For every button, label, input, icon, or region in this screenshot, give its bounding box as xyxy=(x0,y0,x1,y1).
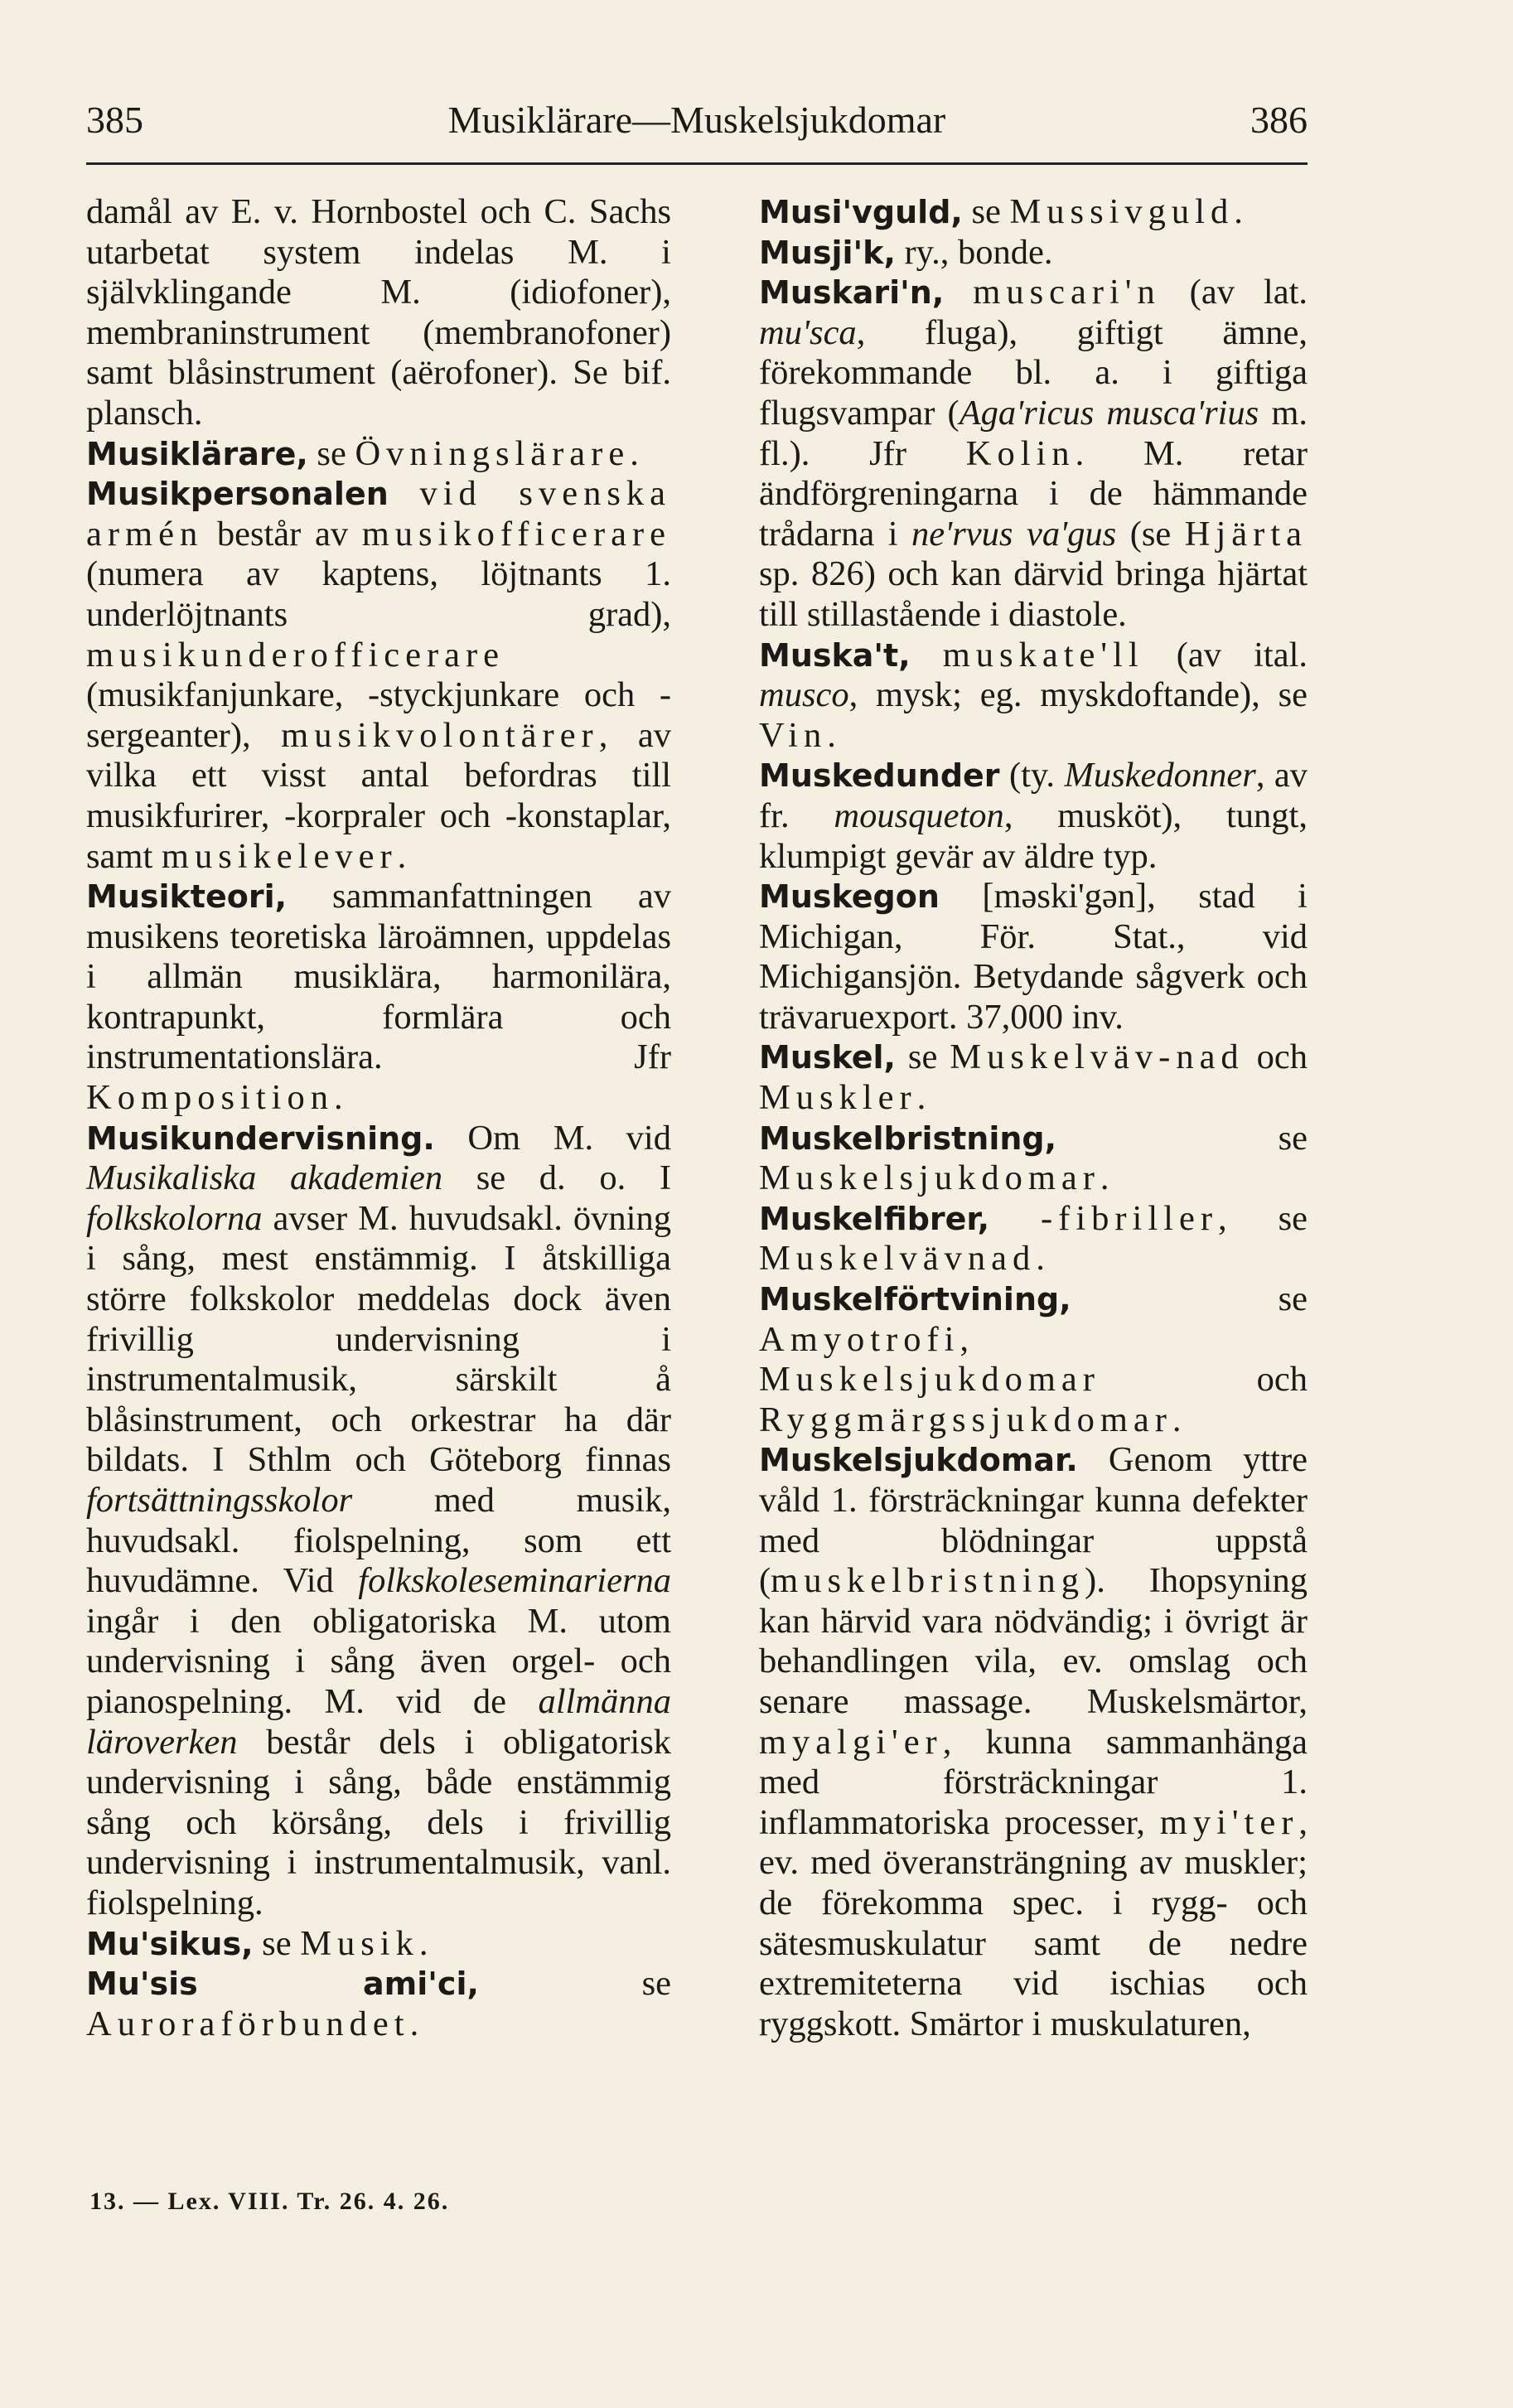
entry-text: musikunderofficerare xyxy=(86,635,505,675)
entry-text: Övningslärare xyxy=(355,433,631,473)
entry-text: Musikaliska akademien xyxy=(86,1158,443,1198)
entry-text: se d. o. I xyxy=(442,1158,671,1198)
entry-text: Om M. vid xyxy=(434,1118,671,1158)
entry-text: musikelever xyxy=(161,836,398,876)
entry-text: Kolin xyxy=(965,433,1076,473)
entry-headword: Musi'vguld, xyxy=(759,194,963,230)
entry-text: Mussivguld xyxy=(1009,192,1235,231)
entry-text: . xyxy=(630,433,639,473)
entry-text: (ty. xyxy=(999,756,1065,795)
entry-text: . xyxy=(333,1078,343,1118)
printer-footer: 13. — Lex. VIII. Tr. 26. 4. 26. xyxy=(89,2188,450,2215)
entry-text: musikvolontärer xyxy=(281,715,599,755)
entry-text: . xyxy=(1172,1400,1182,1439)
entry-text: musco xyxy=(759,675,849,715)
entry-text: Amyotrofi xyxy=(759,1319,960,1359)
entry-text: Genom yttre våld 1. försträckningar kunna defekter med blödningar uppstå ( xyxy=(759,1440,1308,1601)
entry-text: musikofficerare xyxy=(361,514,671,554)
entry-text: se xyxy=(1071,1279,1308,1319)
entry-headword: Mu'sikus, xyxy=(86,1925,254,1962)
page-number-right: 386 xyxy=(1250,99,1308,141)
entry-text: Hjärta xyxy=(1184,514,1308,554)
entry-text: Vin xyxy=(759,715,828,755)
dictionary-entry xyxy=(759,1279,1308,1440)
dictionary-entry xyxy=(759,636,1308,757)
entry-text: se xyxy=(253,1923,301,1963)
entry-headword: Muskelförtvining, xyxy=(759,1281,1071,1318)
entry-text: , ev. med överansträngning av muskler; de förekomma spec. i rygg- och sätesmuskulatur samt de nedre extremiteterna vid ischias och ryggskott. Smärtor i muskulaturen, xyxy=(759,1802,1308,2043)
entry-headword: Musiklärare, xyxy=(86,435,308,472)
right-column xyxy=(759,192,1308,2044)
entry-text: muskelbristning xyxy=(771,1561,1085,1601)
dictionary-entry xyxy=(759,1440,1308,2044)
entry-text: vid svenska armén xyxy=(86,474,671,554)
entry-text: , av vilka ett visst antal befordras till musikfurirer, -korpraler och -konstaplar, samt xyxy=(86,715,671,876)
entry-text: damål av E. v. Hornbostel och C. Sachs utarbetat system indelas M. i självklingande M. (idiofoner), membraninstrument (membranofoner) samt blåsinstrument (aërofoner). Se bif. plansch. xyxy=(86,192,671,433)
dictionary-entry xyxy=(86,474,671,877)
entry-text: och xyxy=(1100,1360,1308,1400)
entry-text: . xyxy=(1100,1158,1109,1198)
entry-text: , musköt), tungt, klumpigt gevär av äldre typ. xyxy=(759,795,1308,876)
entry-headword: Muskelsjukdomar. xyxy=(759,1442,1078,1479)
entry-text: sp. 826) och kan därvid bringa hjärtat till stillastående i diastole. xyxy=(759,554,1308,634)
entry-text: , mysk; eg. myskdoftande), se xyxy=(848,675,1308,715)
dictionary-entry xyxy=(759,756,1308,877)
entry-text: ingår i den obligatoriska M. utom undervisning i sång även orgel- och pianospelning. M. vid de xyxy=(86,1601,671,1721)
entry-text: Muskelsjukdomar xyxy=(759,1158,1100,1198)
entry-text: Komposition xyxy=(86,1078,334,1118)
entry-text: Ryggmärgssjukdomar xyxy=(759,1400,1172,1439)
entry-text: Muskelvävnad xyxy=(759,1239,1037,1279)
entry-text: sammanfattningen av musikens teoretiska läroämnen, uppdelas i allmän musiklära, harmonilära, kontrapunkt, formlära och instrumentationslära. Jfr xyxy=(86,877,671,1077)
entry-headword: Muska't, xyxy=(759,636,911,674)
entry-text: , av fr. xyxy=(759,756,1308,835)
dictionary-entry xyxy=(86,192,671,434)
entry-text: muskate'll xyxy=(942,635,1144,675)
entry-text: Auroraförbundet xyxy=(86,2004,410,2043)
entry-text: allmänna läroverken xyxy=(86,1681,671,1762)
entry-text: består av xyxy=(203,514,362,554)
entry-text: . xyxy=(916,1078,926,1118)
entry-text: mousqueton xyxy=(834,795,1004,835)
entry-text: se xyxy=(1056,1118,1308,1158)
entry-text: , se xyxy=(1217,1198,1308,1238)
entry-text xyxy=(911,636,943,675)
running-title: Musiklärare—Muskelsjukdomar xyxy=(447,99,946,141)
entry-text: , kunna sammanhänga med försträckningar 1. inflammatoriska processer, xyxy=(759,1722,1308,1842)
entry-headword: Muskari'n, xyxy=(759,274,945,312)
dictionary-entry xyxy=(759,192,1308,233)
entry-text: . xyxy=(409,2004,419,2043)
entry-text: Muskelväv-nad xyxy=(950,1037,1245,1077)
page-header xyxy=(86,98,1308,147)
entry-text: och xyxy=(1244,1037,1308,1077)
dictionary-entry xyxy=(759,273,1308,635)
dictionary-entry xyxy=(86,434,671,475)
dictionary-entry xyxy=(759,1037,1308,1118)
entry-headword: Musikteori, xyxy=(86,878,288,916)
page-number-left: 385 xyxy=(86,99,143,141)
entry-text: fortsättningsskolor xyxy=(86,1481,353,1520)
entry-text: (av ital. xyxy=(1143,635,1308,675)
entry-text: , xyxy=(960,1319,969,1359)
entry-text: se xyxy=(895,1037,950,1077)
entry-text: Muskler xyxy=(759,1078,917,1118)
entry-text xyxy=(389,474,420,513)
dictionary-entry xyxy=(86,1924,671,1965)
header-rule xyxy=(86,162,1308,165)
dictionary-entry xyxy=(759,877,1308,1037)
dictionary-entry xyxy=(86,877,671,1119)
entry-text: Aga'ricus musca'rius xyxy=(959,393,1259,433)
entry-text: myalgi'er xyxy=(759,1722,943,1762)
entry-text: Muskedonner xyxy=(1064,756,1256,795)
entry-text: mu'sca xyxy=(759,312,857,352)
entry-headword: Muskelbristning, xyxy=(759,1119,1057,1157)
entry-text: m. fl.). Jfr xyxy=(759,393,1308,473)
entry-text: se xyxy=(962,192,1010,231)
entry-text: . M. retar ändförgreningarna i de hämmande trådarna i xyxy=(759,433,1308,554)
entry-headword: Mu'sis ami'ci, xyxy=(86,1966,479,2003)
dictionary-entry xyxy=(86,1964,671,2044)
entry-text: med musik, huvudsakl. fiolspelning, som ett huvudämne. Vid xyxy=(86,1481,671,1601)
entry-text: . xyxy=(1234,192,1243,231)
entry-text: . xyxy=(397,836,407,876)
entry-text: (musikfanjunkare, -styckjunkare och -sergeanter), xyxy=(86,675,671,755)
entry-text: myi'ter xyxy=(1159,1802,1299,1842)
entry-text: . xyxy=(418,1923,428,1963)
entry-headword: Musji'k, xyxy=(759,234,896,271)
dictionary-entry xyxy=(759,1119,1308,1199)
entry-headword: Muskedunder xyxy=(759,757,1000,795)
entry-headword: Musikundervisning. xyxy=(86,1119,435,1157)
entry-text: Musik xyxy=(300,1923,419,1963)
entry-text: Muskelsjukdomar xyxy=(759,1360,1100,1400)
entry-text: ne'rvus va'gus xyxy=(911,514,1117,554)
entry-text xyxy=(989,1199,1041,1238)
entry-text: ). Ihopsyning kan härvid vara nödvändig; i övrigt är behandlingen vila, ev. omslag och senare massage. Muskelsmärtor, xyxy=(759,1561,1308,1721)
entry-text: [məski'gən], stad i Michigan, För. Stat., vid Michigansjön. Betydande sågverk och trävaruexport. 37,000 inv. xyxy=(759,877,1308,1037)
dictionary-entry xyxy=(86,1119,671,1924)
dictionary-entry xyxy=(759,1199,1308,1279)
entry-text: . xyxy=(827,715,836,755)
entry-text: se xyxy=(307,433,355,473)
entry-text: se xyxy=(478,1964,671,2004)
entry-text xyxy=(944,273,973,312)
entry-headword: Musikpersonalen xyxy=(86,476,389,513)
entry-text: folkskolorna xyxy=(86,1198,263,1238)
left-column xyxy=(86,192,671,2044)
entry-text: folkskoleseminarierna xyxy=(358,1561,671,1601)
entry-headword: Muskelfibrer, xyxy=(759,1200,990,1237)
dictionary-entry xyxy=(759,233,1308,273)
entry-text: muscari'n xyxy=(973,273,1161,312)
entry-text: ry., bonde. xyxy=(895,232,1053,272)
entry-text: (numera av kaptens, löjtnants 1. underlöjtnants grad), xyxy=(86,554,671,634)
entry-text: , fluga), giftigt ämne, förekommande bl. a. i giftiga flugsvampar ( xyxy=(759,312,1308,433)
entry-headword: Muskel, xyxy=(759,1039,896,1076)
entry-text: (av lat. xyxy=(1160,273,1308,312)
entry-text: avser M. huvudsakl. övning i sång, mest enstämmig. I åtskilliga större folkskolor meddelas dock även frivillig undervisning i instrumentalmusik, särskilt å blåsinstrument, och orkestrar ha där bildats. I Sthlm och Göteborg finnas xyxy=(86,1198,671,1480)
entry-text: . xyxy=(1036,1239,1045,1279)
entry-text: -fibriller xyxy=(1041,1198,1218,1238)
entry-text: består dels i obligatorisk undervisning i sång, både enstämmig sång och körsång, dels i frivillig undervisning i instrumentalmusik, vanl. fiolspelning. xyxy=(86,1722,671,1922)
entry-headword: Muskegon xyxy=(759,878,940,916)
entry-text: (se xyxy=(1116,514,1185,554)
